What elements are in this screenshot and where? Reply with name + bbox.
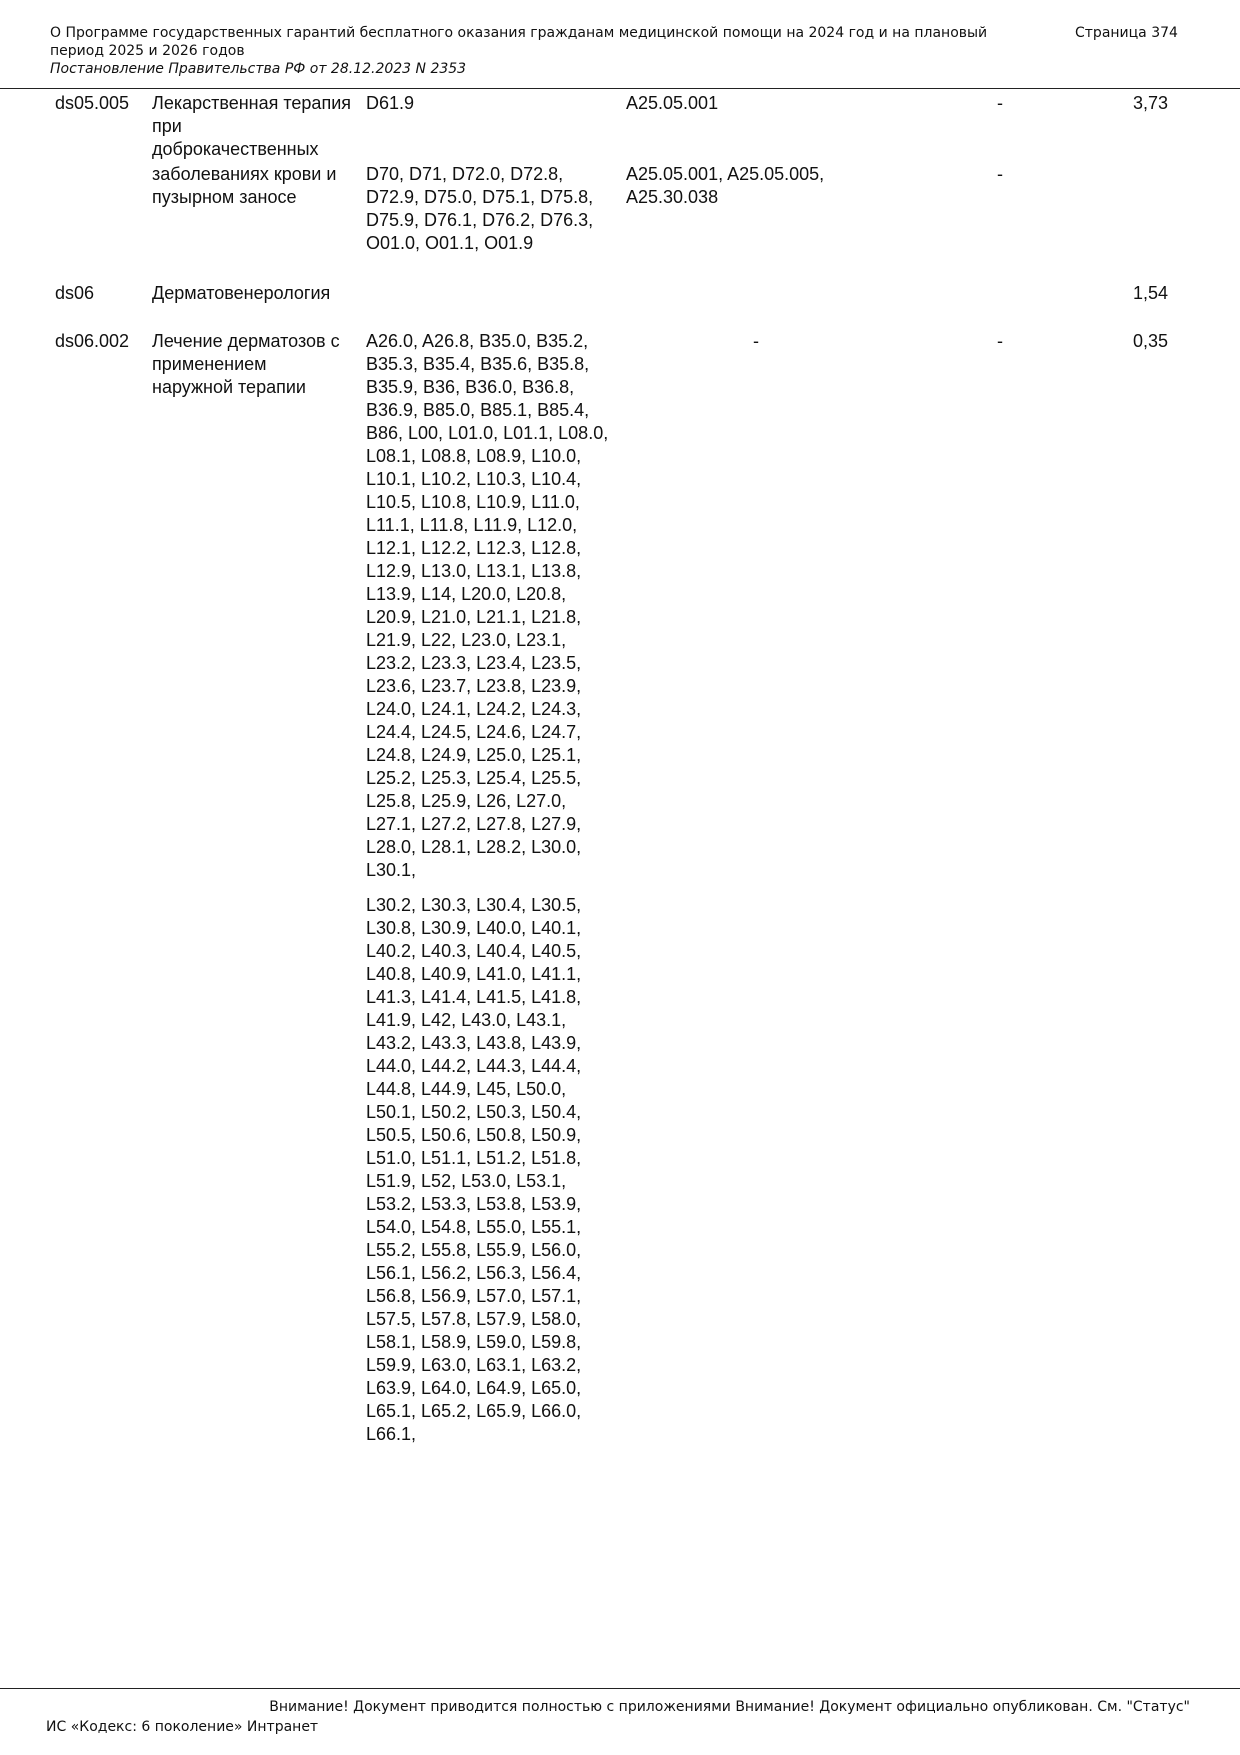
row-mkb-codes: A26.0, A26.8, B35.0, B35.2, B35.3, B35.4, B35.6, B35.8, B35.9, B36, B36.0, B36.8, B36.9, B85.0, B85.1, B85.4, B86, L00, L01.0, L01.1, L08.0, L08.1, L08.8, L08.9, L10.0, L10.1, L10.2, L10.3, L10.4, L10.5, L10.8, L10.9, L11.0, L11.1, L11.8, L11.9, L12.0, L12.1, L12.2, L12.3, L12.8, L12.9, L13.0, L13.1, L13.8, L13.9, L14, L20.0, L20.8, L20.9, L21.0, L21.1, L21.8, L21.9, L22, L23.0, L23.1, L23.2, L23.3, L23.4, L23.5, L23.6, L23.7, L23.8, L23.9, L24.0, L24.1, L24.2, L24.3, L24.4, L24.5, L24.6, L24.7, L24.8, L24.9, L25.0, L25.1, L25.2, L25.3, L25.4, L25.5, L25.8, L25.9, L26, L27.0, L27.1, L27.2, L27.8, L27.9, L28.0, L28.1, L28.2, L30.0, L30.1, xyxy=(366,331,609,880)
footer-system: ИС «Кодекс: 6 поколение» Интранет xyxy=(46,1719,319,1735)
row-additional-criteria: - xyxy=(997,93,1003,113)
row-service-codes: A25.05.001, A25.05.005, A25.30.038 xyxy=(626,164,825,207)
header-divider xyxy=(0,88,1240,89)
document-subtitle: Постановление Правительства РФ от 28.12.2023 N 2353 xyxy=(50,61,467,77)
row-additional-criteria: - xyxy=(997,164,1003,184)
page-number: Страница 374 xyxy=(1075,25,1178,41)
row-coefficient: 0,35 xyxy=(1132,331,1168,351)
row-coefficient: 1,54 xyxy=(1132,283,1168,303)
row-mkb-codes: D70, D71, D72.0, D72.8, D72.9, D75.0, D75.1, D75.8, D75.9, D76.1, D76.2, D76.3, O01.0, O01.1, O01.9 xyxy=(366,164,594,253)
row-service-codes: - xyxy=(753,331,759,351)
row-code: ds05.005 xyxy=(55,93,130,113)
row-code: ds06.002 xyxy=(55,331,130,351)
row-coefficient: 3,73 xyxy=(1132,93,1168,113)
row-name: Дерматовенерология xyxy=(152,283,331,303)
document-header xyxy=(50,24,1040,78)
document-title: О Программе государственных гарантий бесплатного оказания гражданам медицинской помощи на 2024 год и на плановый период 2025 и 2026 годов xyxy=(50,25,988,59)
row-name-continued: заболеваниях крови и пузырном заносе xyxy=(152,164,337,207)
row-mkb-codes: D61.9 xyxy=(366,93,415,113)
row-additional-criteria: - xyxy=(997,331,1003,351)
row-mkb-codes-continued: L30.2, L30.3, L30.4, L30.5, L30.8, L30.9, L40.0, L40.1, L40.2, L40.3, L40.4, L40.5, L40.8, L40.9, L41.0, L41.1, L41.3, L41.4, L41.5, L41.8, L41.9, L42, L43.0, L43.1, L43.2, L43.3, L43.8, L43.9, L44.0, L44.2, L44.3, L44.4, L44.8, L44.9, L45, L50.0, L50.1, L50.2, L50.3, L50.4, L50.5, L50.6, L50.8, L50.9, L51.0, L51.1, L51.2, L51.8, L51.9, L52, L53.0, L53.1, L53.2, L53.3, L53.8, L53.9, L54.0, L54.8, L55.0, L55.1, L55.2, L55.8, L55.9, L56.0, L56.1, L56.2, L56.3, L56.4, L56.8, L56.9, L57.0, L57.1, L57.5, L57.8, L57.9, L58.0, L58.1, L58.9, L59.0, L59.8, L59.9, L63.0, L63.1, L63.2, L63.9, L64.0, L64.9, L65.0, L65.1, L65.2, L65.9, L66.0, L66.1, xyxy=(366,895,582,1444)
row-name: Лечение дерматозов с применением наружной терапии xyxy=(152,331,340,397)
footer-notice: Внимание! Документ приводится полностью с приложениями Внимание! Документ официально опубликован. См. "Статус" xyxy=(269,1699,1190,1715)
footer-divider xyxy=(0,1688,1240,1689)
row-name: Лекарственная терапия при доброкачественных xyxy=(152,93,351,159)
row-service-codes: A25.05.001 xyxy=(626,93,719,113)
row-code: ds06 xyxy=(55,283,95,303)
